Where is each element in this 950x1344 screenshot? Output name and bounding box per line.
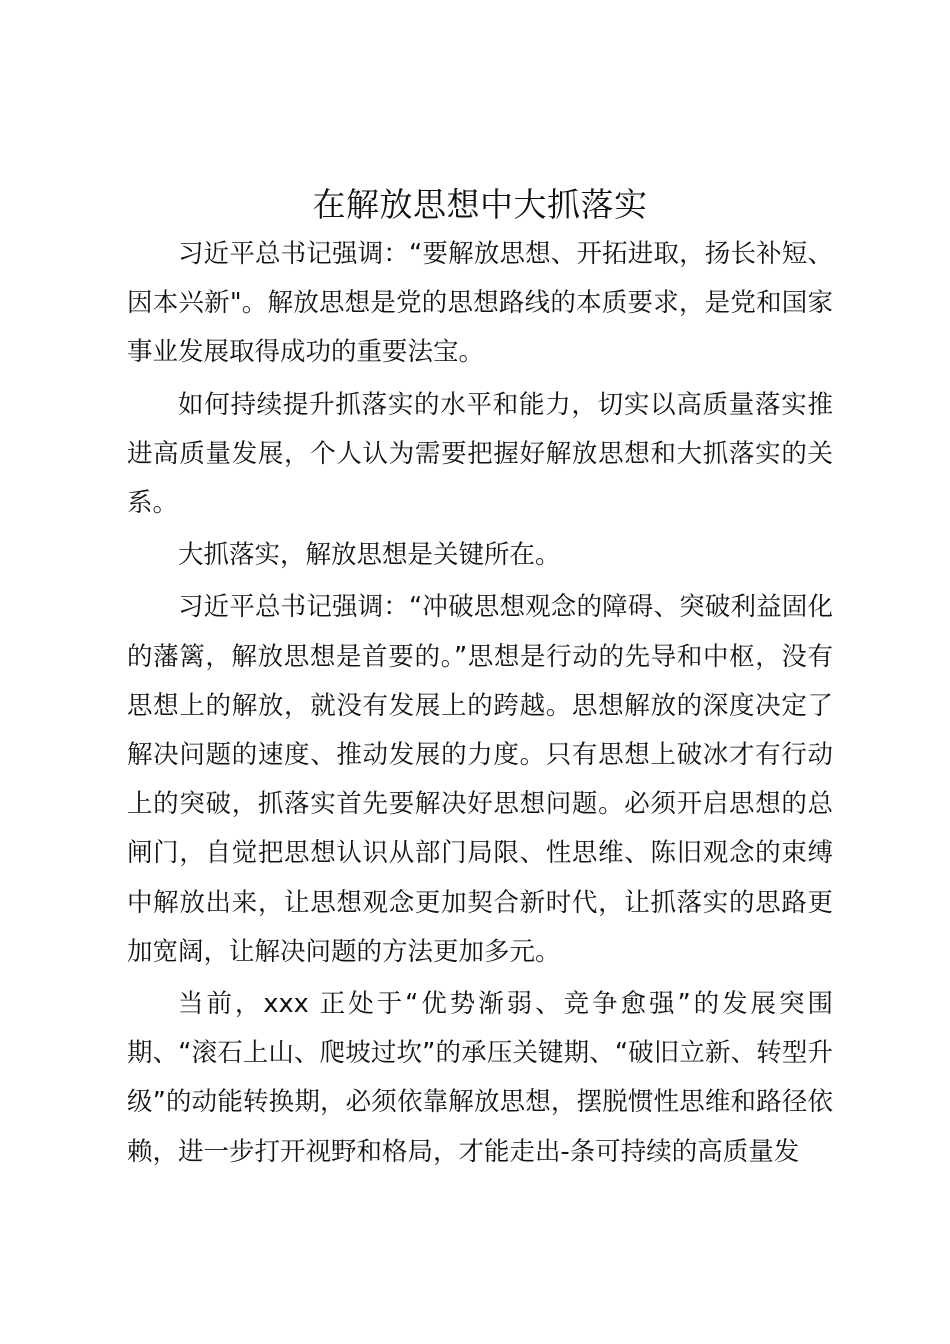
paragraph: 习近平总书记强调：“冲破思想观念的障碍、突破利益固化的藩篱，解放思想是首要的。”思想是行动的先导和中枢，没有思想上的解放，就没有发展上的跨越。思想解放的深度决定了解决问题的速度、推动发展的力度。只有思想上破冰才有行动上的突破，抓落实首先要解决好思想问题。必须开启思想的总闸门，自觉把思想认识从部门局限、性思维、陈旧观念的束缚中解放出来，让思想观念更加契合新时代，让抓落实的思路更加宽阔，让解决问题的方法更加多元。	[127, 592, 833, 967]
paragraph: 如何持续提升抓落实的水平和能力，切实以高质量落实推进高质量发展，个人认为需要把握好解放思想和大抓落实的关系。	[127, 389, 833, 519]
paragraph: 大抓落实，解放思想是关键所在。	[178, 540, 561, 571]
paragraph: 习近平总书记强调：“要解放思想、开拓进取，扬长补短、因本兴新"。解放思想是党的思想路线的本质要求，是党和国家事业发展取得成功的重要法宝。	[127, 239, 833, 368]
paragraph: 当前，xxx 正处于“优势渐弱、竞争愈强”的发展突围期、“滚石上山、爬坡过坎”的承压关键期、“破旧立新、转型升级”的动能转换期，必须依靠解放思想，摆脱惯性思维和路径依赖，进一步打开视野和格局，才能走出-条可持续的高质量发	[127, 989, 833, 1167]
document-title: 在解放思想中大抓落实	[312, 185, 648, 224]
document-body	[127, 230, 833, 1180]
